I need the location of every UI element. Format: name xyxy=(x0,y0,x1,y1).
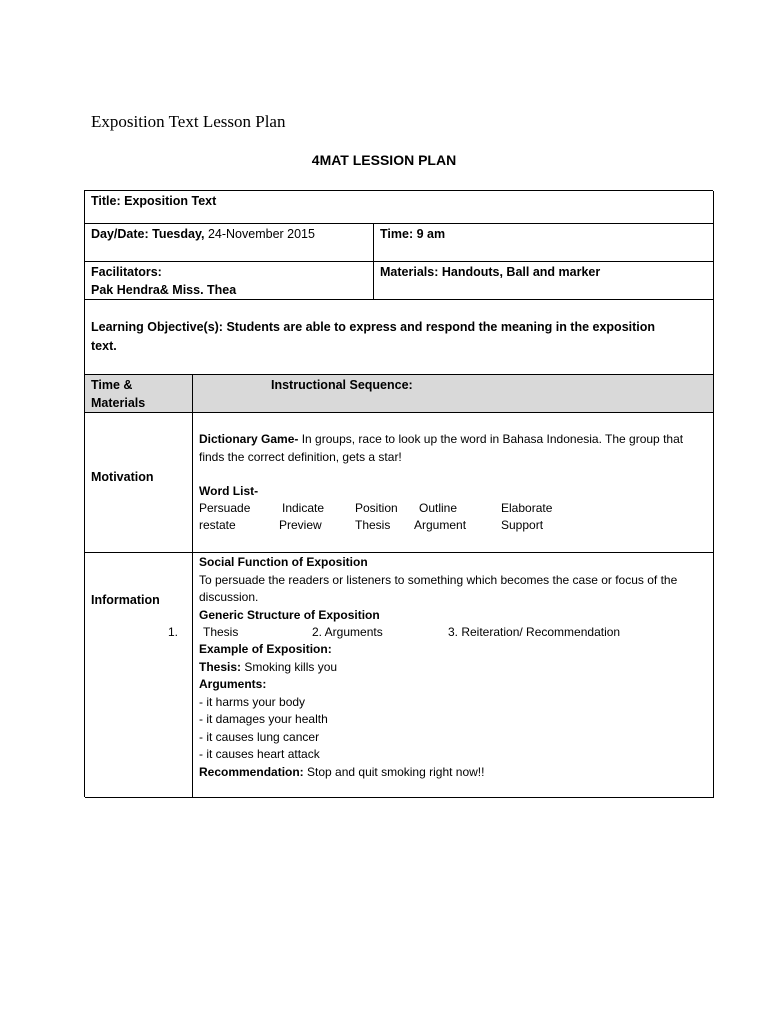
day-date-label: Day/Date: Tuesday, xyxy=(91,227,205,241)
dictionary-game-text: In groups, race to look up the word in Bahasa Indonesia. The group that xyxy=(301,432,684,446)
time-materials-header xyxy=(85,375,193,413)
objective-text: Students are able to express and respond the meaning in the exposition xyxy=(226,320,656,334)
dictionary-game-label: Dictionary Game- xyxy=(199,432,299,446)
word-support: Support xyxy=(501,518,544,532)
word-argument: Argument xyxy=(414,518,467,532)
word-persuade: Persuade xyxy=(199,501,251,515)
word-position: Position xyxy=(355,501,398,515)
word-elaborate: Elaborate xyxy=(501,501,553,515)
structure-item-arguments: 2. Arguments xyxy=(312,625,383,639)
word-restate: restate xyxy=(199,518,236,532)
title-label: Title: xyxy=(91,194,121,208)
instructional-sequence-header xyxy=(193,375,714,413)
motivation-label: Motivation xyxy=(91,470,154,484)
materials-cell xyxy=(374,262,714,300)
facilitators-cell xyxy=(85,262,374,300)
argument-item: - it causes heart attack xyxy=(199,747,320,761)
time-materials-label-2: Materials xyxy=(91,396,146,410)
example-arguments-label: Arguments: xyxy=(199,677,267,691)
structure-number-1: 1. xyxy=(168,625,179,639)
time-value: 9 am xyxy=(416,227,446,241)
time-label: Time: xyxy=(380,227,414,241)
structure-item-thesis: Thesis xyxy=(203,625,239,639)
word-preview: Preview xyxy=(279,518,322,532)
example-label: Example of Exposition: xyxy=(199,642,332,656)
day-date-cell xyxy=(85,224,374,262)
structure-item-recommendation: 3. Reiteration/ Recommendation xyxy=(448,625,621,639)
information-label-cell xyxy=(85,553,193,798)
learning-objective-cell xyxy=(85,300,714,375)
argument-item: - it harms your body xyxy=(199,695,306,709)
social-function-label: Social Function of Exposition xyxy=(199,555,368,569)
word-indicate: Indicate xyxy=(282,501,325,515)
objective-text-continued: text. xyxy=(91,339,117,353)
document-title: Exposition Text Lesson Plan xyxy=(91,112,286,131)
materials-label: Materials: xyxy=(380,265,439,279)
lesson-plan-table xyxy=(84,190,713,797)
social-function-text-continued: discussion. xyxy=(199,590,259,604)
word-outline: Outline xyxy=(419,501,458,515)
dictionary-game-text-continued: finds the correct definition, gets a star! xyxy=(199,450,402,464)
information-content-cell xyxy=(168,553,714,798)
lesson-plan-heading: 4MAT LESSION PLAN xyxy=(311,152,457,168)
recommendation-text: Stop and quit smoking right now!! xyxy=(307,765,485,779)
day-date-value: 24-November 2015 xyxy=(207,227,315,241)
objective-label: Learning Objective(s): xyxy=(91,320,223,334)
instructional-sequence-label: Instructional Sequence: xyxy=(271,378,413,392)
title-cell xyxy=(85,191,714,224)
example-thesis-text: Smoking kills you xyxy=(244,660,338,674)
recommendation-label: Recommendation: xyxy=(199,765,304,779)
generic-structure-label: Generic Structure of Exposition xyxy=(199,608,380,622)
word-thesis: Thesis xyxy=(355,518,391,532)
argument-item: - it damages your health xyxy=(199,712,328,726)
example-thesis-label: Thesis: xyxy=(199,660,242,674)
facilitators-label: Facilitators: xyxy=(91,265,162,279)
motivation-label-cell xyxy=(85,413,193,553)
motivation-content-cell xyxy=(193,413,714,553)
time-cell xyxy=(374,224,714,262)
word-list-label: Word List- xyxy=(199,484,259,498)
time-materials-label-1: Time & xyxy=(91,378,133,392)
materials-value: Handouts, Ball and marker xyxy=(441,265,601,279)
information-label: Information xyxy=(91,593,160,607)
argument-item: - it causes lung cancer xyxy=(199,730,320,744)
facilitators-value: Pak Hendra& Miss. Thea xyxy=(91,283,237,297)
title-value: Exposition Text xyxy=(124,194,217,208)
social-function-text: To persuade the readers or listeners to something which becomes the case or focus of the xyxy=(199,573,678,587)
